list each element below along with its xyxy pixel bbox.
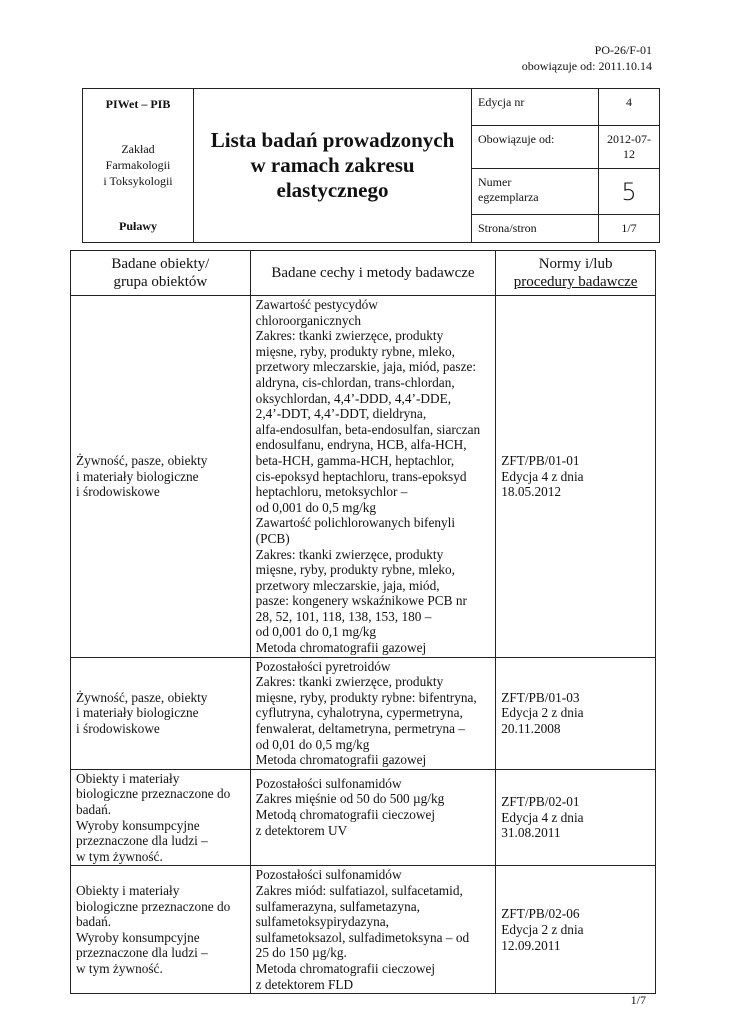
col-header-methods: Badane cechy i metody badawcze (250, 251, 496, 296)
objects-cell: Obiekty i materiały biologiczne przeznaczone do badań. Wyroby konsumpcyjne przeznaczone dla ludzi – w tym żywność. (71, 866, 251, 994)
form-code: PO-26/F-01 (594, 43, 652, 57)
table-row (71, 866, 656, 994)
norms-cell: ZFT/PB/02-01 Edycja 4 z dnia 31.08.2011 (496, 769, 656, 866)
objects-cell: Obiekty i materiały biologiczne przeznaczone do badań. Wyroby konsumpcyjne przeznaczone dla ludzi – w tym żywność. (71, 769, 251, 866)
copy-number-value: 5 (599, 169, 660, 215)
organization-city: Puławy (118, 219, 157, 233)
col-header-objects: Badane obiekty/ grupa obiektów (71, 251, 251, 296)
norms-cell: ZFT/PB/01-03 Edycja 2 z dnia 20.11.2008 (496, 657, 656, 769)
methods-cell: Pozostałości sulfonamidów Zakres miód: sulfatiazol, sulfacetamid, sulfamerazyna, sulfametazyna, sulfametoksypirydazyna, sulfametoksazol, sulfadimetoksyna – od 25 do 150 µg/kg. Metoda chromatografii cieczowej z detektorem FLD (250, 866, 496, 994)
page-number: 1/7 (630, 993, 646, 1007)
table-row (71, 657, 656, 769)
objects-cell: Żywność, pasze, obiekty i materiały biologiczne i środowiskowe (71, 296, 251, 658)
methods-cell: Zawartość pestycydów chloroorganicznych Zakres: tkanki zwierzęce, produkty mięsne, ryby, produkty rybne, mleko, przetwory mleczarskie, jaja, miód, pasze: aldryna, cis-chlordan, trans-chlordan, oksychlordan, 4,4’-DDD, 4,4’-DDE, 2,4’-DDT, 4,4’-DDT, dieldryna, alfa-endosulfan, beta-endosulfan, siarczan endosulfanu, endryna, HCB, alfa-HCH, beta-HCH, gamma-HCH, heptachlor, cis-epoksyd heptachloru, trans-epoksyd heptachloru, metoksychlor – od 0,001 do 0,5 mg/kg Zawartość polichlorowanych bifenyli (PCB) Zakres: tkanki zwierzęce, produkty mięsne, ryby, produkty rybne, mleko, przetwory mleczarskie, jaja, miód, pasze: kongenery wskaźnikowe PCB nr 28, 52, 101, 118, 138, 153, 180 – od 0,001 do 0,1 mg/kg Metoda chromatografii gazowej (250, 296, 496, 658)
effective-value: 2012-07-12 (599, 126, 660, 169)
page-label: Strona/stron (472, 215, 599, 243)
table-row (71, 296, 656, 658)
department-name: Zakład Farmakologii i Toksykologii (103, 142, 173, 188)
edition-label: Edycja nr (472, 89, 599, 126)
col-header-norms: Normy i/lub procedury badawcze (496, 251, 656, 296)
document-header-table (82, 88, 660, 243)
norms-cell: ZFT/PB/01-01 Edycja 4 z dnia 18.05.2012 (496, 296, 656, 658)
page-value: 1/7 (599, 215, 660, 243)
document-title: Lista badań prowadzonych w ramach zakresu elastycznego (194, 89, 472, 243)
form-valid-from: obowiązuje od: 2011.10.14 (521, 59, 652, 73)
norms-cell: ZFT/PB/02-06 Edycja 2 z dnia 12.09.2011 (496, 866, 656, 994)
copy-number-label: Numer egzemplarza (472, 169, 599, 215)
table-row (71, 769, 656, 866)
organization-name: PIWet – PIB (105, 97, 171, 111)
edition-value: 4 (599, 89, 660, 126)
effective-label: Obowiązuje od: (472, 126, 599, 169)
research-list-table (70, 250, 656, 994)
methods-cell: Pozostałości pyretroidów Zakres: tkanki zwierzęce, produkty mięsne, ryby, produkty rybne: bifentryna, cyflutryna, cyhalotryna, cypermetryna, fenwalerat, deltametryna, permetryna – od 0,01 do 0,5 mg/kg Metoda chromatografii gazowej (250, 657, 496, 769)
methods-cell: Pozostałości sulfonamidów Zakres mięśnie od 50 do 500 µg/kg Metodą chromatografii cieczowej z detektorem UV (250, 769, 496, 866)
form-code-block (522, 42, 652, 74)
objects-cell: Żywność, pasze, obiekty i materiały biologiczne i środowiskowe (71, 657, 251, 769)
table-header-row (71, 251, 656, 296)
organization-cell (83, 89, 194, 243)
